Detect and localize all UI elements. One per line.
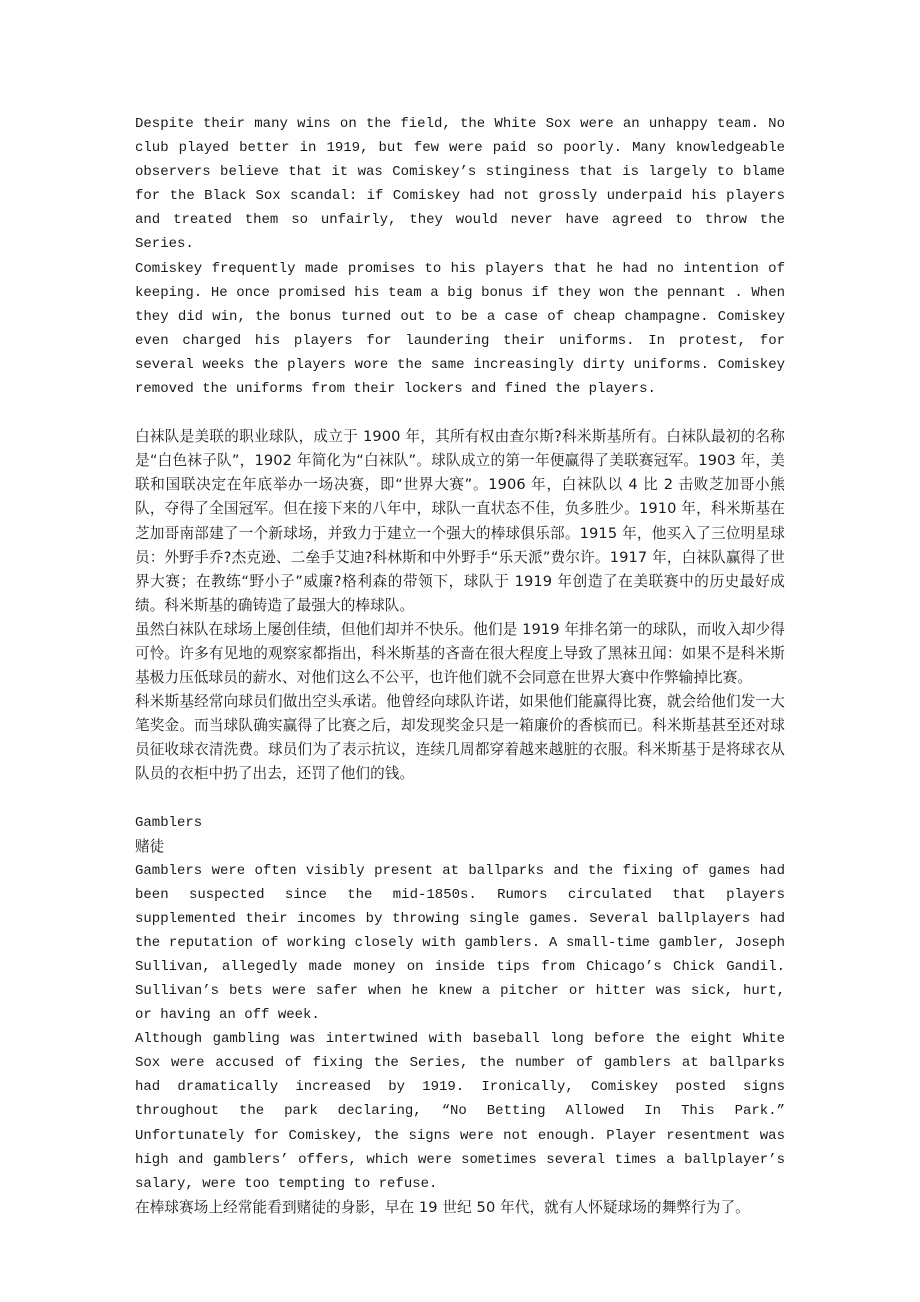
paragraph-zh-2: 虽然白袜队在球场上屡创佳绩，但他们却并不快乐。他们是 1919 年排名第一的球队，而收入却少得可怜。许多有见地的观察家都指出，科米斯基的吝啬在很大程度上导致了黑袜丑闻：如果不是科米斯基极力压低球员的薪水、对他们这么不公平，也许他们就不会同意在世界大赛中作弊输掉比赛。 bbox=[135, 620, 785, 687]
paragraph-en-3: Gamblers were often visibly present at ballparks and the fixing of games had been suspected since the mid-1850s. Rumors circulated that players supplemented their incomes by throwing single games. Several ballplayers had the reputation of working closely with gamblers. A small-time gambler, Joseph Sullivan, allegedly made money on inside tips from Chicago’s Chick Gandil. Sullivan’s bets were safer when he knew a pitcher or hitter was sick, hurt, or having an off week. bbox=[135, 862, 785, 1024]
paragraph-en-4: Although gambling was intertwined with baseball long before the eight White Sox were accused of fixing the Series, the number of gamblers at ballparks had dramatically increased by 1919. Ironically, Comiskey posted signs throughout the park declaring, “No Betting Allowed In This Park.” Unfortunately for Comiskey, the signs were not enough. Player resentment was high and gamblers’ offers, which were sometimes several times a ballplayer’s salary, were too tempting to refuse. bbox=[135, 1031, 785, 1192]
section-heading-zh: 赌徒 bbox=[135, 837, 165, 855]
blank-line bbox=[135, 787, 785, 811]
paragraph-en-2: Comiskey frequently made promises to his players that he had no intention of keeping. He once promised his team a big bonus if they won the pennant . When they did win, the bonus turned out to be a case of cheap champagne. Comiskey even charged his players for laundering their uniforms. In protest, for several weeks the players wore the same increasingly dirty uniforms. Comiskey removed the uniforms from their lockers and fined the players. bbox=[135, 260, 785, 398]
paragraph-zh-4: 在棒球赛场上经常能看到赌徒的身影，早在 19 世纪 50 年代，就有人怀疑球场的舞弊行为了。 bbox=[135, 1198, 750, 1216]
paragraph-en-1: Despite their many wins on the field, the White Sox were an unhappy team. No club played better in 1919, but few were paid so poorly. Many knowledgeable observers believe that it was Comiskey’s stinginess that is largely to blame for the Black Sox scandal: if Comiskey had not grossly underpaid his players and treated them so unfairly, they would never have agreed to throw the Series. bbox=[135, 116, 785, 253]
paragraph-zh-3: 科米斯基经常向球员们做出空头承诺。他曾经向球队许诺，如果他们能赢得比赛，就会给他们发一大笔奖金。而当球队确实赢得了比赛之后，却发现奖金只是一箱廉价的香槟而已。科米斯基甚至还对球员征收球衣清洗费。球员们为了表示抗议，连续几周都穿着越来越脏的衣服。科米斯基于是将球衣从队员的衣柜中扔了出去，还罚了他们的钱。 bbox=[135, 693, 785, 783]
paragraph-zh-1: 白袜队是美联的职业球队，成立于 1900 年，其所有权由查尔斯?科米斯基所有。白袜队最初的名称是“白色袜子队”，1902 年简化为“白袜队”。球队成立的第一年便赢得了美联赛冠军。1903 年，美联和国联决定在年底举办一场决赛，即“世界大赛”。1906 年，白袜队以 4 比 2 击败芝加哥小熊队，夺得了全国冠军。但在接下来的八年中，球队一直状态不佳，负多胜少。1910 年，科米斯基在芝加哥南部建了一个新球场，并致力于建立一个强大的棒球俱乐部。1915 年，他买入了三位明星球员：外野手乔?杰克逊、二垒手艾迪?科林斯和中外野手“乐天派”费尔许。1917 年，白袜队赢得了世界大赛；在教练“野小子”威廉?格利森的带领下，球队于 1919 年创造了在美联赛中的历史最好成绩。科米斯基的确铸造了最强大的棒球队。 bbox=[135, 428, 785, 614]
document-page bbox=[135, 112, 785, 1220]
section-heading-en: Gamblers bbox=[135, 814, 203, 831]
blank-line bbox=[135, 401, 785, 425]
